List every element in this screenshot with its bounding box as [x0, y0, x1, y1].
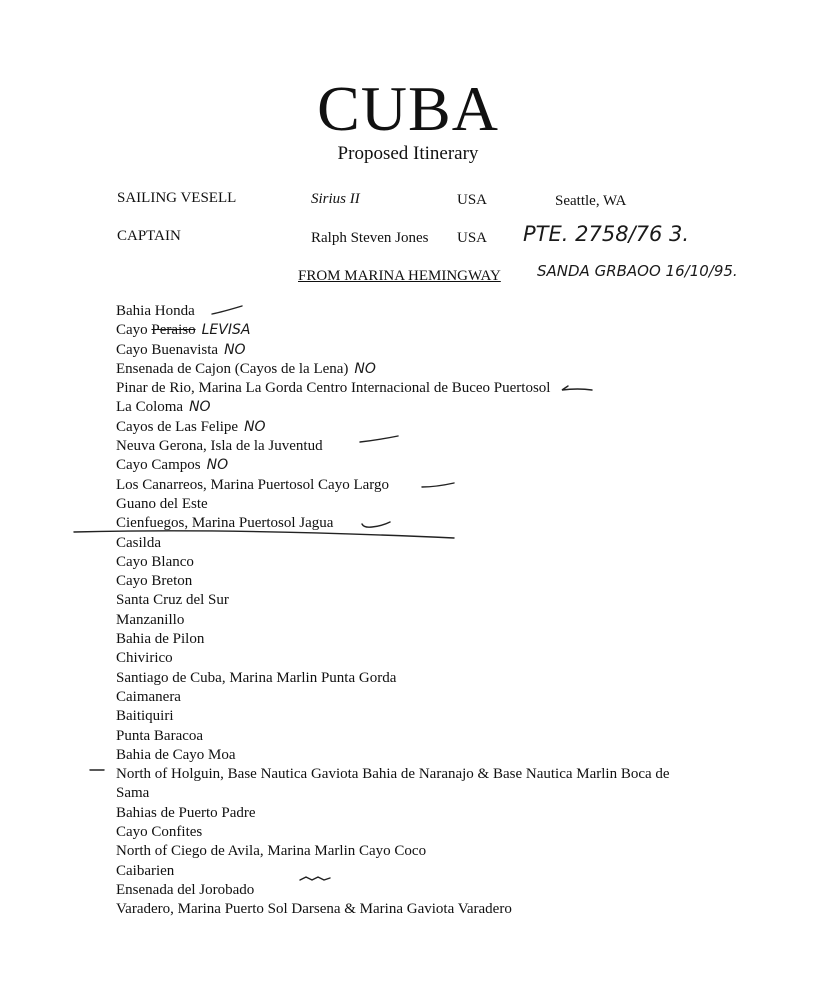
- stop-name: Bahia de Pilon: [116, 631, 205, 648]
- stop-name: Caimanera: [116, 688, 181, 705]
- handwritten-note: NO: [224, 341, 246, 358]
- itinerary-stop: [116, 842, 706, 861]
- itinerary-stop: [116, 688, 706, 707]
- stop-name: Casilda: [116, 534, 161, 551]
- captain-handwritten-note: PTE. 2758/76 3.: [523, 222, 690, 246]
- itinerary-stop: [116, 553, 706, 572]
- stop-name: Santa Cruz del Sur: [116, 592, 229, 609]
- stop-name: Cayos de Las Felipe: [116, 418, 239, 435]
- itinerary-stop: [116, 707, 706, 726]
- vessel-city: Seattle, WA: [555, 193, 627, 209]
- itinerary-stop: [116, 418, 706, 437]
- itinerary-stop: [116, 649, 706, 668]
- stop-name: Manzanillo: [116, 611, 185, 628]
- stop-name: Santiago de Cuba, Marina Marlin Punta Gorda: [116, 669, 397, 686]
- itinerary-stop: [116, 669, 706, 688]
- stop-name: Bahia Honda: [116, 303, 195, 319]
- captain-country: USA: [457, 230, 488, 246]
- itinerary-stop: [116, 495, 706, 514]
- itinerary-stop: [116, 881, 706, 900]
- vessel-label: SAILING VESELL: [117, 190, 237, 206]
- itinerary-stop: [116, 321, 706, 340]
- stop-name: Bahias de Puerto Padre: [116, 804, 256, 821]
- itinerary-stop: [116, 900, 706, 919]
- handwritten-note: NO: [206, 457, 229, 474]
- itinerary-stop: [116, 862, 706, 881]
- stop-name: Chivirico: [116, 650, 173, 667]
- captain-label: CAPTAIN: [117, 228, 181, 244]
- stop-name: Ensenada del Jorobado: [116, 881, 255, 898]
- handwritten-note: NO: [354, 360, 376, 377]
- stop-name: Cayo: [116, 322, 152, 339]
- itinerary-stop: [116, 341, 706, 360]
- vessel-name: Sirius II: [311, 191, 360, 207]
- departure-handwritten-note: SANDA GRBAOO 16/10/95.: [537, 262, 738, 280]
- stop-name: Cayo Breton: [116, 573, 193, 590]
- handwritten-note: NO: [244, 418, 266, 435]
- stop-name: Varadero, Marina Puerto Sol Darsena & Marina Gaviota Varadero: [116, 901, 512, 918]
- handwritten-note: NO: [189, 399, 211, 416]
- itinerary-stop: [116, 591, 706, 610]
- itinerary-stop: [116, 476, 706, 495]
- itinerary-stop: [116, 456, 706, 475]
- stop-name: Los Canarreos, Marina Puertosol Cayo Largo: [116, 476, 389, 493]
- itinerary-stop: [116, 534, 706, 553]
- stop-name: Guano del Este: [116, 495, 208, 512]
- itinerary-list: [116, 302, 706, 920]
- itinerary-stop: [116, 514, 706, 533]
- stop-name: Neuva Gerona, Isla de la Juventud: [116, 438, 323, 455]
- stop-name: Cayo Confites: [116, 824, 203, 841]
- stop-name: Bahia de Cayo Moa: [116, 746, 236, 763]
- itinerary-stop: [116, 572, 706, 591]
- handwritten-note: LEVISA: [201, 322, 251, 339]
- stop-name: Cienfuegos, Marina Puertosol Jagua: [116, 515, 334, 532]
- stop-name: North of Holguin, Base Nautica Gaviota Bahia de Naranajo & Base Nautica Marlin Boca de Sama: [116, 766, 670, 802]
- itinerary-stop: [116, 746, 706, 765]
- stop-name: Baitiquiri: [116, 708, 174, 725]
- vessel-country: USA: [457, 192, 488, 208]
- stop-name: Pinar de Rio, Marina La Gorda Centro Internacional de Buceo Puertosol: [116, 380, 551, 397]
- stop-name: La Coloma: [116, 399, 184, 416]
- itinerary-stop: [116, 379, 706, 398]
- itinerary-stop: [116, 360, 706, 379]
- stop-name: Punta Baracoa: [116, 727, 204, 744]
- itinerary-stop: [116, 302, 706, 321]
- document-title: CUBA: [317, 73, 499, 144]
- stop-name: Caibarien: [116, 862, 175, 879]
- captain-name: Ralph Steven Jones: [311, 230, 429, 246]
- stop-name: Cayo Campos: [116, 457, 201, 474]
- stop-name: Ensenada de Cajon (Cayos de la Lena): [116, 360, 349, 377]
- itinerary-stop: [116, 765, 706, 804]
- itinerary-stop: [116, 823, 706, 842]
- itinerary-stop: [116, 437, 706, 456]
- stop-name: Cayo Buenavista: [116, 341, 219, 358]
- itinerary-stop: [116, 727, 706, 746]
- stop-name: North of Ciego de Avila, Marina Marlin Cayo Coco: [116, 843, 427, 860]
- document-subtitle: Proposed Itinerary: [337, 143, 479, 164]
- itinerary-stop: [116, 630, 706, 649]
- struck-text: Peraiso: [151, 322, 196, 339]
- itinerary-stop: [116, 611, 706, 630]
- itinerary-stop: [116, 804, 706, 823]
- departure-port: FROM MARINA HEMINGWAY: [298, 268, 501, 284]
- stop-name: Cayo Blanco: [116, 553, 194, 570]
- itinerary-stop: [116, 398, 706, 417]
